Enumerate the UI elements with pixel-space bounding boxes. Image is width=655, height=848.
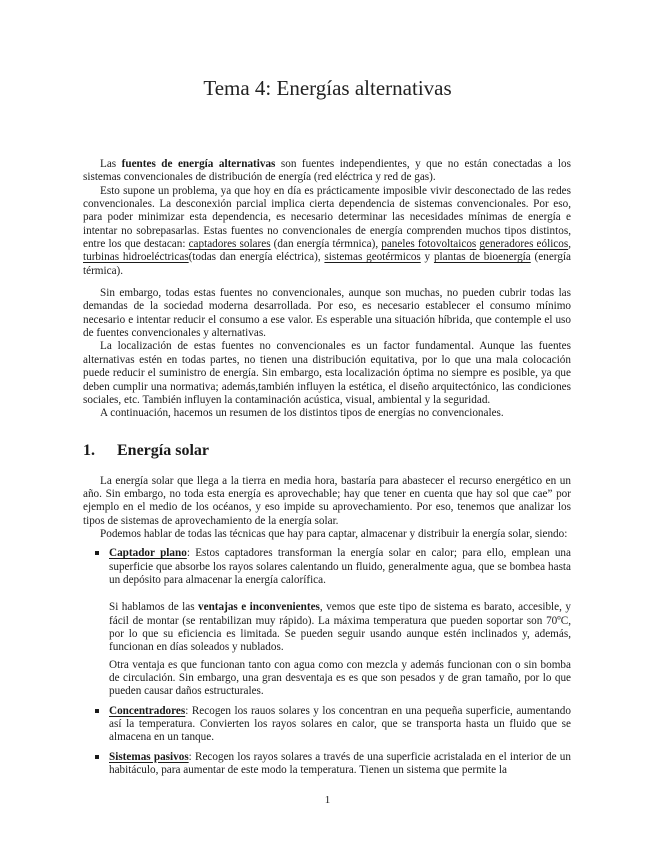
captador-subparagraph-1: Si hablamos de las ventajas e inconvenientes, vemos que este tipo de sistema es barato, accesible, y fácil de montar (se rentabilizan muy rápido). La máxima temperatura que pueden soportar son 70ºC, por lo que su eficiencia es limitada. Se pueden seguir usando aunque estén inclinados y, además, funcionan en días soleados y nublados. <box>109 601 571 654</box>
intro-paragraph-4: La localización de estas fuentes no convencionales es un factor fundamental. Aunque las fuentes alternativas estén en todas partes, no tienen una distribución equitativa, por lo que una mala colocación puede reducir el suministro de energía. Sin embargo, esta localización óptima no siempre es posible, ya que deben cumplir una normativa; además,también influyen la estética, el diseño arquitectónico, las condiciones sociales, etc. También influyen la contaminación acústica, visual, ambiental y la seguridad. <box>83 340 571 406</box>
term-pv-panels: paneles fotovoltaicos <box>381 238 477 251</box>
section-number: 1. <box>83 441 95 459</box>
intro-paragraph-5: A continuación, hacemos un resumen de los distintos tipos de energías no convencionales. <box>100 407 504 420</box>
list-item-pasivos: Sistemas pasivos: Recogen los rayos solares a través de una superficie acristalada en el interior de un habitáculo, para aumentar de este modo la temperatura. Tienen un sistema que permite la <box>83 751 571 778</box>
document-body <box>83 158 571 777</box>
term-geothermal: sistemas geotérmicos <box>324 251 421 264</box>
technique-list <box>83 547 571 777</box>
intro-paragraph-2: Esto supone un problema, ya que hoy en día es prácticamente imposible vivir desconectado de las redes convencionales. La desconexión parcial implica cierta dependencia de sistemas convencionales. Por eso, para poder minimizar esta dependencia, es necesario determinar las necesidades mínimas de energía e intentar no sobrepasarlas. Estas fuentes no convencionales de energía comprenden muchos tipos distintos, entre los que destacan: captadores solares (dan energía térmnica), paneles fotovoltaicos generadores eólicos, turbinas hidroeléctricas(todas dan energía eléctrica), sistemas geotérmicos y plantas de bioenergía (energía térmica). <box>83 184 572 277</box>
list-item-concentradores: Concentradores: Recogen los rauos solares y los concentran en una pequeña superficie, aumentando así la temperatura. Convierten los rayos solares en calor, que se transporta hasta un fluido que se almacena en un tanque. <box>83 705 571 745</box>
section-paragraph-1: La energía solar que llega a la tierra en media hora, bastaría para abastecer el recurso energético en un año. Sin embargo, no toda esta energía es aprovechable; hay que tener en cuenta que hay sol que cae” por ejemplo en el medio de los océanos, y eso impide su aprovechamiento. Por eso, tenemos que analizar los tipos de sistemas de aprovechamiento de la energía solar. <box>83 474 571 527</box>
term-bioenergy: plantas de bioenergía <box>433 251 531 264</box>
bullet-icon <box>95 709 99 713</box>
term-sistemas-pasivos: Sistemas pasivos <box>109 750 189 763</box>
term-hydro-turbines: turbinas hidroeléctricas <box>83 251 189 264</box>
list-item-captador: Captador plano: Estos captadores transforman la energía solar en calor; para ello, emplean una superficie que absorbe los rayos solares calentando un fluido, generalmente agua, que se bombea hasta un depósito para almacenar la energía calorífica. Si hablamos de las ventajas e inconvenientes, vemos que este tipo de sistema es barato, accesible, y fácil de montar (se rentabilizan muy rápido). La máxima temperatura que pueden soportar son 70ºC, por lo que su eficiencia es limitada. Se pueden seguir usando aunque estén inclinados y, además, funcionan en días soleados y nublados. Otra ventaja es que funcionan tanto con agua como con mezcla y además funcionan con o sin bomba de circulación. Sin embargo, una gran desventaja es es que son pesados y de gran tamaño, por lo que pueden causar daños estructurales. <box>83 547 571 698</box>
captador-subparagraph-2: Otra ventaja es que funcionan tanto con agua como con mezcla y además funcionan con o sin bomba de circulación. Sin embargo, una gran desventaja es es que son pesados y de gran tamaño, por lo que pueden causar daños estructurales. <box>109 658 571 698</box>
term-alternative-energy: fuentes de energía alternativas <box>121 158 276 170</box>
term-ventajas: ventajas e inconvenientes <box>198 601 320 614</box>
term-concentradores: Concentradores <box>109 704 186 717</box>
section-heading <box>83 441 571 461</box>
term-solar-collectors: captadores solares <box>188 238 271 251</box>
section-paragraph-2: Podemos hablar de todas las técnicas que hay para captar, almacenar y distribuir la energía solar, siendo: <box>100 527 568 540</box>
bullet-icon <box>95 551 99 555</box>
bullet-icon <box>95 755 99 759</box>
intro-paragraph-1: Las fuentes de energía alternativas son fuentes independientes, y que no están conectadas a los sistemas convencionales de distribución de energía (red eléctrica y red de gas). <box>83 158 571 184</box>
term-wind-generators: generadores eólicos <box>479 238 569 251</box>
page-title: Tema 4: Energías alternativas <box>203 76 452 100</box>
term-captador-plano: Captador plano <box>109 547 187 560</box>
section-title: Energía solar <box>117 441 209 459</box>
page-number: 1 <box>324 794 331 806</box>
intro-paragraph-3: Sin embargo, todas estas fuentes no convencionales, aunque son muchas, no pueden cubrir todas las demandas de la sociedad moderna desarrollada. Por eso, es necesario establecer el consumo mínimo necesario e intentar reducir el consumo a ese valor. Es esperable una situación híbrida, que contemple el uso de fuentes convencionales y alternativas. <box>83 287 571 340</box>
